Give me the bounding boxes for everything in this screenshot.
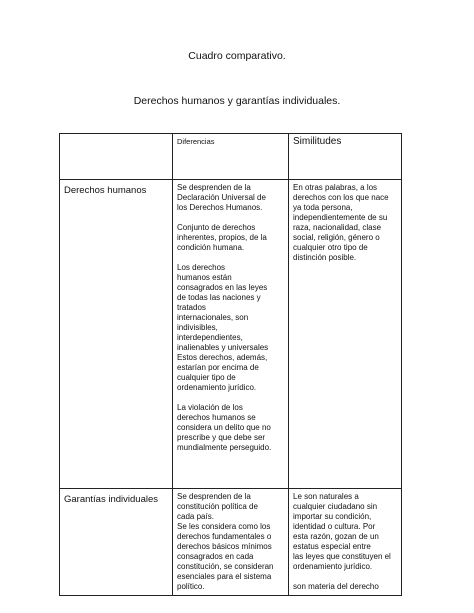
table-row bbox=[60, 489, 402, 596]
paragraph: Se desprenden de la constitución política de cada país. Se les considera como los derechos fundamentales o derechos básicos mínimos consagrados en cada constitución, se consideran esenciales para el sistema político. bbox=[177, 492, 274, 591]
document-subtitle: Derechos humanos y garantías individuales. bbox=[133, 95, 341, 107]
paragraph: Los derechos humanos están consagrados en las leyes de todas las naciones y tratados internacionales, son indivisibles, interdependientes, inalienables y universales Estos derechos, además, estarían por encima de cualquier tipo de ordenamiento jurídico. bbox=[177, 263, 269, 392]
paragraph: La violación de los derechos humanos se considera un delito que no prescribe y que debe ser mundialmente perseguido. bbox=[177, 403, 272, 452]
paragraph: Se desprenden de la Declaración Universal de los Derechos Humanos. bbox=[177, 183, 266, 212]
header-empty-cell bbox=[60, 134, 173, 180]
paragraph: En otras palabras, a los derechos con los que nace ya toda persona, independientemente de su raza, nacionalidad, clase social, religión, género o cualquier otro tipo de distinción posible. bbox=[293, 183, 389, 262]
comparison-table bbox=[59, 133, 402, 596]
table-row bbox=[60, 180, 402, 489]
cell-diferencias-garantias bbox=[173, 489, 289, 596]
cell-diferencias-derechos-humanos bbox=[173, 180, 289, 489]
row-label-derechos-humanos: Derechos humanos bbox=[60, 180, 173, 489]
paragraph: son materia del derecho bbox=[293, 582, 379, 591]
header-similitudes: Similitudes bbox=[289, 134, 402, 180]
cell-similitudes-derechos-humanos bbox=[289, 180, 402, 489]
paragraph: Conjunto de derechos inherentes, propios, de la condición humana. bbox=[177, 223, 267, 252]
table-header-row bbox=[60, 134, 402, 180]
row-label-garantias-individuales: Garantías individuales bbox=[60, 489, 173, 596]
paragraph: Le son naturales a cualquier ciudadano sin importar su condición, identidad o cultura. Por esta razón, gozan de un estatus especial entre las leyes que constituyen el ordenamiento jurídico. bbox=[293, 492, 391, 571]
document-title: Cuadro comparativo. bbox=[188, 50, 286, 62]
header-diferencias: Diferencias bbox=[173, 134, 289, 180]
cell-similitudes-garantias bbox=[289, 489, 402, 596]
